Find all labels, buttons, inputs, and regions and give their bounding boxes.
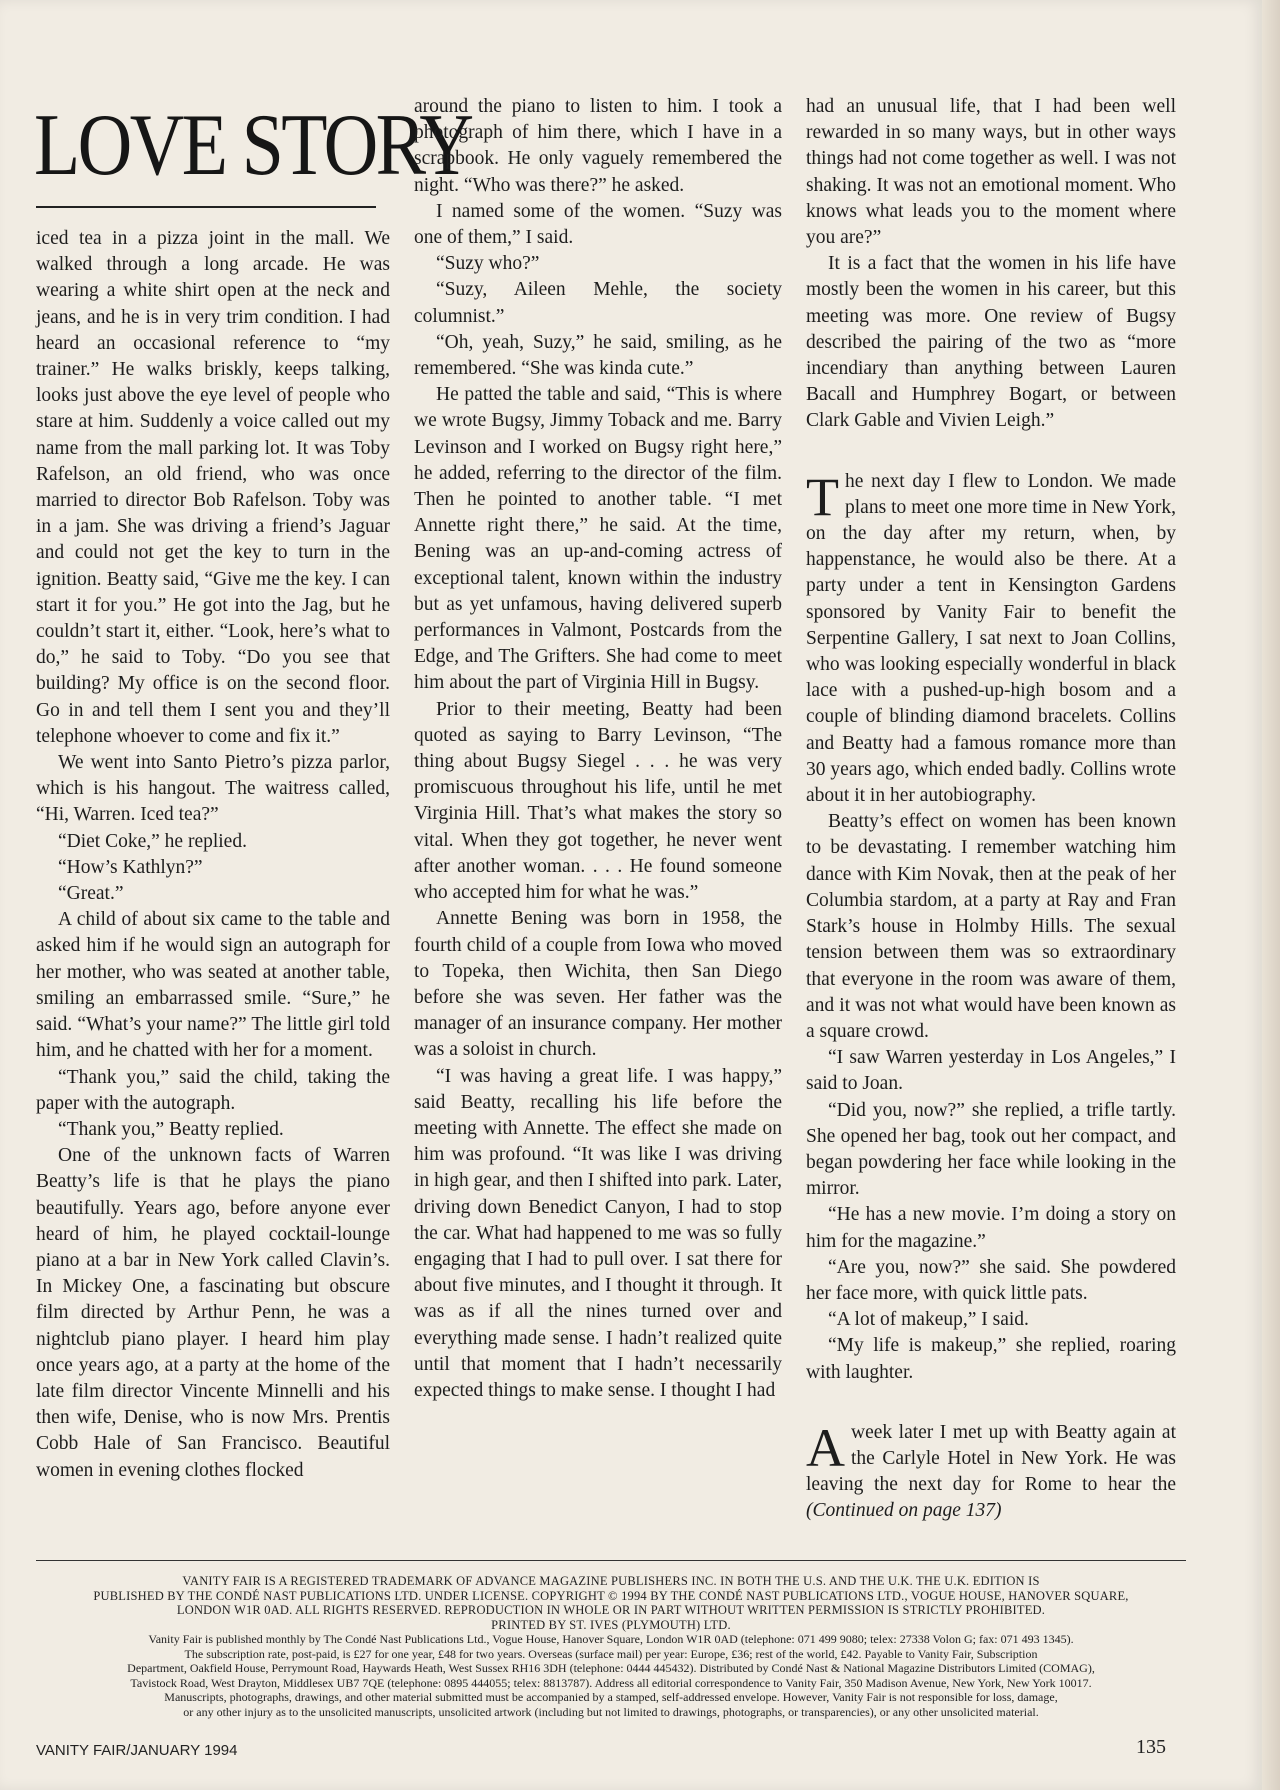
legal-line: PRINTED BY ST. IVES (PLYMOUTH) LTD. bbox=[491, 1617, 731, 1632]
paragraph: “My life is makeup,” she replied, roaring with laughter. bbox=[806, 1335, 1176, 1383]
legal-line: Tavistock Road, West Drayton, Middlesex UB7 7QE (telephone: 0895 444055; telex: 8813787). Address all editorial correspondence to Vanity Fair, 350 Madison Avenue, New York, New York 10017. bbox=[130, 1675, 1092, 1690]
paragraph: “Are you, now?” she said. She powdered her face more, with quick little pats. bbox=[806, 1256, 1176, 1304]
paragraph: We went into Santo Pietro’s pizza parlor, which is his hangout. The waitress called, “Hi, Warren. Iced tea?” bbox=[36, 752, 390, 826]
paragraph: had an unusual life, that I had been well rewarded in so many ways, but in other ways things had not come together as well. I was not shaking. It was not an emotional moment. Who knows what leads you to the moment where you are?” bbox=[806, 96, 1176, 249]
drop-cap: T bbox=[806, 466, 839, 527]
column-1 bbox=[36, 226, 390, 1484]
legal-line: VANITY FAIR IS A REGISTERED TRADEMARK OF ADVANCE MAGAZINE PUBLISHERS INC. IN BOTH THE U.S. AND THE U.K. THE U.K. EDITION IS bbox=[182, 1574, 1040, 1588]
paragraph: “Thank you,” said the child, taking the paper with the autograph. bbox=[36, 1066, 390, 1114]
paragraph: “Suzy, Aileen Mehle, the society columnist.” bbox=[414, 279, 782, 327]
paragraph: “Suzy who?” bbox=[436, 253, 540, 275]
legal-line: Vanity Fair is published monthly by The Condé Nast Publications Ltd., Vogue House, Hanover Square, London W1R 0AD (telephone: 071 499 9080; telex: 27338 Volon G; fax: 071 493 1345). bbox=[148, 1632, 1074, 1646]
legal-line: Department, Oakfield House, Perrymount Road, Haywards Heath, West Sussex RH16 3DH (telephone: 0444 445432). Distributed by Condé Nast & National Magazine Distributors Limited (COMAG), bbox=[127, 1661, 1095, 1675]
section-text: he next day I flew to London. We made plans to meet one more time in New York, on the day after my return, when, by happenstance, he would also be there. At a party under a tent in Kensington Gardens sponsored by Vanity Fair to benefit the Serpentine Gallery, I sat next to Joan Collins, who was looking especially wonderful in black lace with a pushed-up-high bosom and a couple of blinding diamond bracelets. Collins and Beatty had a famous romance more than 30 years ago, which ended badly. Collins wrote about it in her autobiography. bbox=[806, 470, 1176, 807]
legal-line: or any other injury as to the unsolicited manuscripts, unsolicited artwork (including but not limited to drawings, photographs, or transparencies), or any other unsolicited material. bbox=[183, 1704, 1039, 1719]
headline: LOVE STORY bbox=[34, 97, 472, 194]
paragraph: Annette Bening was born in 1958, the fourth child of a couple from Iowa who moved to Topeka, then Wichita, then San Diego before she was seven. Her father was the manager of an insurance company. Her mother was a soloist in church. bbox=[414, 908, 782, 1061]
legal-line: The subscription rate, post-paid, is £27 for one year, £48 for two years. Overseas (surface mail) per year: Europe, £36; rest of the world, £42. Payable to Vanity Fair, Subscription bbox=[184, 1646, 1038, 1661]
paragraph: around the piano to listen to him. I took a photograph of him there, which I have in a scrapbook. He only vaguely remembered the night. “Who was there?” he asked. bbox=[414, 96, 782, 196]
paragraph: “Thank you,” Beatty replied. bbox=[58, 1118, 284, 1140]
paragraph: “A lot of makeup,” I said. bbox=[828, 1309, 1029, 1331]
paragraph: Beatty’s effect on women has been known to be devastating. I remember watching him dance with Kim Novak, then at the peak of her Columbia stardom, at a party at Ray and Fran Stark’s house in Holmby Hills. The sexual tension between them was so extraordinary that everyone in the room was aware of them, and it was not what would have been known as a square crowd. bbox=[806, 811, 1176, 1042]
continued-note: (Continued on page 137) bbox=[806, 1500, 1002, 1522]
paragraph: It is a fact that the women in his life have mostly been the women in his career, but this meeting was more. One review of Bugsy described the pairing of the two as “more incendiary than anything between Lauren Bacall and Humphrey Bogart, or between Clark Gable and Vivien Leigh.” bbox=[806, 253, 1176, 432]
paragraph: “Did you, now?” she replied, a trifle tartly. She opened her bag, took out her compact, and began powdering her face while looking in the mirror. bbox=[806, 1099, 1176, 1200]
legal-line: Manuscripts, photographs, drawings, and other material submitted must be accompanied by a stamped, self-addressed envelope. However, Vanity Fair is not responsible for loss, damage, bbox=[164, 1690, 1058, 1704]
column-2 bbox=[414, 94, 782, 1404]
paragraph: “How’s Kathlyn?” bbox=[58, 856, 203, 878]
paragraph: iced tea in a pizza joint in the mall. We walked through a long arcade. He was wearing a white shirt open at the neck and jeans, and he is in very trim condition. I had heard an occasional reference to “my trainer.” He walks briskly, keeps talking, looks just above the eye level of people who stare at him. Suddenly a voice called out my name from the mall parking lot. It was Toby Rafelson, an old friend, who was once married to director Bob Rafelson. Toby was in a jam. She was driving a friend’s Jaguar and could not get the key to turn in the ignition. Beatty said, “Give me the key. I can start it for you.” He got into the Jag, but he couldn’t start it, either. “Look, here’s what to do,” he said to Toby. “Do you see that building? My office is on the second floor. Go in and tell them I sent you and they’ll telephone whoever to come and fix it.” bbox=[36, 228, 390, 747]
legal-line: PUBLISHED BY THE CONDÉ NAST PUBLICATIONS LTD. UNDER LICENSE. COPYRIGHT © 1994 BY THE CONDÉ NAST PUBLICATIONS LTD., VOGUE HOUSE, HANOVER SQUARE, bbox=[93, 1588, 1129, 1603]
paragraph: “I was having a great life. I was happy,” said Beatty, recalling his life before the meeting with Annette. The effect she made on him was profound. “It was like I was driving in high gear, and then I shifted into park. Later, driving down Benedict Canyon, I had to stop the car. What had happened to me was so fully engaging that I had to pull over. I sat there for about five minutes, and I thought it through. It was as if all the nines turned over and everything made sense. I hadn’t realized quite until that moment that I hadn’t necessarily expected things to make sense. I thought I had bbox=[414, 1065, 782, 1401]
paragraph: He patted the table and said, “This is where we wrote Bugsy, Jimmy Toback and me. Barry Levinson and I worked on Bugsy right here,” he added, referring to the director of the film. Then he pointed to another table. “I met Annette right there,” he said. At the time, Bening was an up-and-coming actress of exceptional talent, known within the industry but as yet unfamous, having delivered superb performances in Valmont, Postcards from the Edge, and The Grifters. She had come to meet him about the part of Virginia Hill in Bugsy. bbox=[414, 384, 782, 694]
legal-line: LONDON W1R 0AD. ALL RIGHTS RESERVED. REPRODUCTION IN WHOLE OR IN PART WITHOUT WRITTEN PERMISSION IS STRICTLY PROHIBITED. bbox=[176, 1603, 1046, 1617]
paragraph: “He has a new movie. I’m doing a story on him for the magazine.” bbox=[806, 1204, 1176, 1252]
paragraph: I named some of the women. “Suzy was one of them,” I said. bbox=[414, 200, 782, 249]
paragraph: Prior to their meeting, Beatty had been quoted as saying to Barry Levinson, “The thing about Bugsy Siegel . . . he was very promiscuous throughout his life, until he met Virginia Hill. That’s what makes the story so vital. When they got together, he never went after another woman. . . . He found someone who accepted him for what he was.” bbox=[414, 698, 782, 904]
folio: VANITY FAIR/JANUARY 1994 bbox=[36, 1742, 238, 1759]
section-opener bbox=[806, 466, 1176, 810]
paragraph: “Oh, yeah, Suzy,” he said, smiling, as he remembered. “She was kinda cute.” bbox=[414, 331, 782, 380]
column-3 bbox=[806, 94, 1176, 1525]
paragraph: “Diet Coke,” he replied. bbox=[58, 830, 247, 852]
page-number: 135 bbox=[1136, 1736, 1166, 1758]
paragraph: A child of about six came to the table and asked him if he would sign an autograph for her mother, who was seated at another table, smiling an embarrassed smile. “Sure,” he said. “What’s your name?” The little girl told him, and he chatted with her for a moment. bbox=[36, 909, 390, 1062]
footer-rule bbox=[36, 1560, 1186, 1561]
page-edge bbox=[1262, 0, 1280, 1790]
drop-cap: A bbox=[806, 1417, 845, 1478]
paragraph: “Great.” bbox=[58, 883, 124, 905]
section-text: week later I met up with Beatty again at the Carlyle Hotel in New York. He was leaving the next day for Rome to hear the bbox=[806, 1421, 1176, 1496]
paragraph: One of the unknown facts of Warren Beatty’s life is that he plays the piano beautifully. Years ago, before anyone ever heard of him, he played cocktail-lounge piano at a bar in New York called Clavin’s. In Mickey One, a fascinating but obscure film directed by Arthur Penn, he was a nightclub piano player. I heard him play once years ago, at a party at the home of the late film director Vincente Minnelli and his then wife, Denise, who is now Mrs. Prentis Cobb Hale of San Francisco. Beautiful women in evening clothes flocked bbox=[36, 1145, 390, 1481]
headline-rule bbox=[36, 206, 376, 208]
section-opener bbox=[806, 1417, 1176, 1525]
legal-notice bbox=[36, 1574, 1186, 1719]
paragraph: “I saw Warren yesterday in Los Angeles,” I said to Joan. bbox=[806, 1047, 1176, 1095]
